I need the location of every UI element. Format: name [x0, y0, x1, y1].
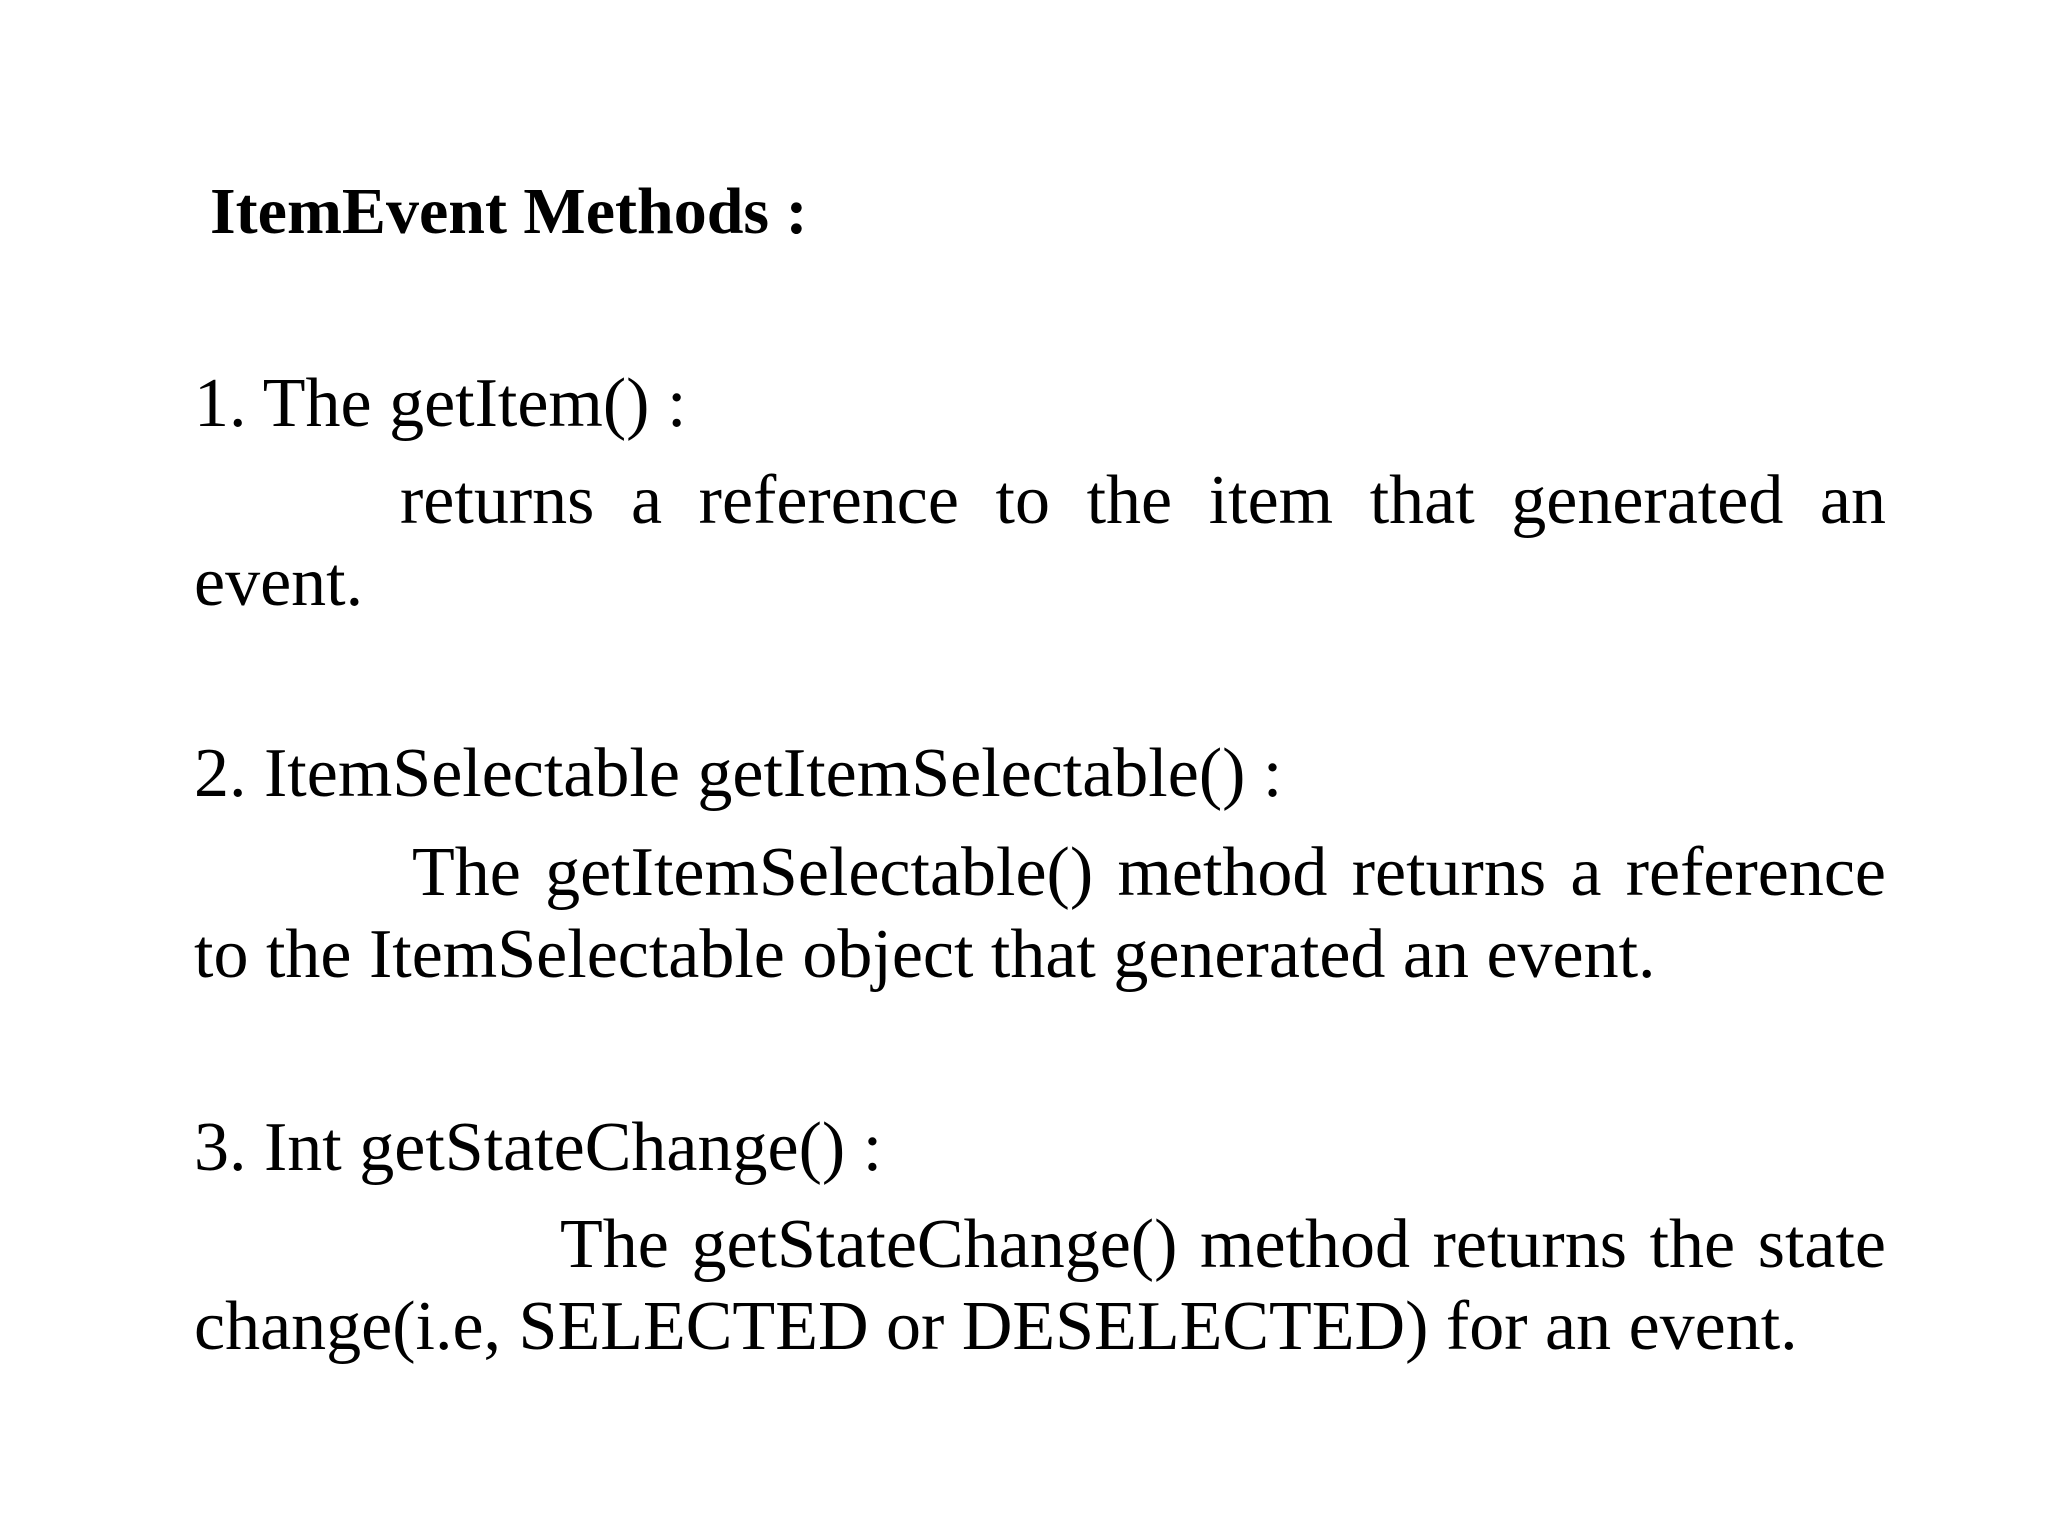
method-heading-get-state-change: 3. Int getStateChange() : [194, 1109, 883, 1186]
slide-title: ItemEvent Methods : [210, 175, 808, 248]
method-heading-get-item-selectable: 2. ItemSelectable getItemSelectable() : [194, 735, 1283, 812]
method-description-get-state-change: The getStateChange() method returns the state change(i.e, SELECTED or DESELECTED) for an event. [194, 1206, 1886, 1365]
method-description-get-item: returns a reference to the item that generated an event. [194, 462, 1886, 621]
method-heading-get-item: 1. The getItem() : [194, 365, 687, 442]
method-description-get-item-selectable: The getItemSelectable() method returns a reference to the ItemSelectable object that generated an event. [194, 834, 1886, 993]
